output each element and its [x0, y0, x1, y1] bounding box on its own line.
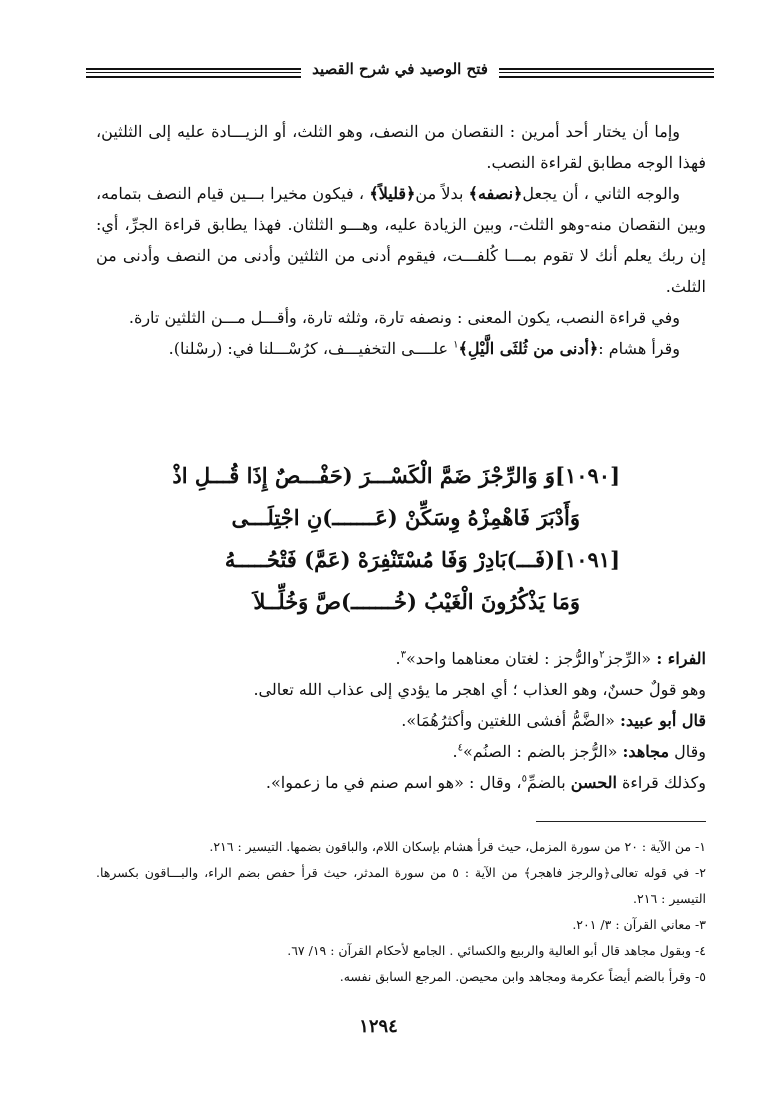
footnote-1: ١- من الآية : ٢٠ من سورة المزمل، حيث قرأ هشام بإسكان اللام، والباقون بضمها. التيسير : ٢١٦. — [209, 839, 706, 854]
name-farra: الفراء : — [656, 649, 706, 668]
commentary-line-2: وهو قولٌ حسنٌ، وهو العذاب ؛ أي اهجر ما يؤدي إلى عذاب الله تعالى. — [253, 680, 706, 699]
footnote-4: ٤- وبقول مجاهد قال أبو العالية والربيع والكسائي . الجامع لأحكام القرآن : ١٩/ ٦٧. — [287, 943, 706, 958]
footnote-3: ٣- معاني القرآن : ٣/ ٢٠١. — [572, 917, 706, 932]
footnote-ref-3: ٣ — [400, 649, 406, 661]
p2-text-a: والوجه الثاني ، أن يجعل — [522, 184, 680, 203]
footnote-ref-5: ٥ — [521, 773, 527, 785]
c5-text: بالضمِّ — [526, 773, 571, 792]
c1-text-2: والرُّجز : لغتان معناهما واحد» — [406, 649, 600, 668]
commentary-line-1 — [96, 643, 706, 674]
name-hasan: الحسن — [570, 773, 617, 792]
main-text — [96, 116, 706, 364]
header-title: فتح الوصيد في شرح القصيد — [312, 60, 488, 78]
verse-1091-second-hemistich: وَمَا يَذْكُرُونَ الْغَيْبُ (خُـــــــ)صَّ وَخُلِّــلاَ — [253, 589, 580, 614]
c1-end: . — [395, 649, 401, 668]
commentary-line-3 — [96, 705, 706, 736]
footnote-2: ٢- في قوله تعالى﴿والرجز فاهجر﴾ من الآية : ٥ من سورة المدثر، حيث قرأ حفص بضم الراء، والبـــاقون بكسرها. التيسير : ٢١٦. — [96, 865, 706, 906]
paragraph-1: وإما أن يختار أحد أمرين : النقصان من النصف، وهو الثلث، أو الزيـــادة عليه إلى الثلثين، فهذا الوجه مطابق لقراءة النصب. — [96, 122, 706, 172]
footnote-ref-4: ٤ — [457, 742, 463, 754]
c5-text-a: وكذلك قراءة — [616, 773, 706, 792]
verse-1090-second-hemistich: وَأَدْبَرَ فَاهْمِزْهُ وِسَكِّنْ (عَـــــــ)نِ اجْتِلَـــى — [231, 505, 580, 530]
header-rule-right — [499, 68, 714, 78]
paragraph-4 — [96, 333, 706, 364]
footnote-separator — [536, 821, 706, 822]
p4-text-a: وقرأ هشام : — [598, 339, 680, 358]
commentary — [96, 643, 706, 798]
verse-1090-first-hemistich: [١٠٩٠]وَ وَالرِّجْزَ ضَمَّ الْكَسْـــرَ (حَفْـــصٌ إِذَا قُـــلِ اذْ — [172, 463, 620, 488]
running-header — [86, 58, 714, 88]
paragraph-3: وفي قراءة النصب، يكون المعنى : ونصفه تارة، وثلثه تارة، وأقـــل مـــن الثلثين تارة. — [128, 308, 680, 327]
c4-text: «الرُّجز بالضم : الصنُم» — [462, 742, 623, 761]
footnotes — [96, 834, 706, 990]
verse-1091-first-hemistich: [١٠٩١](فَـــ)بَادِرْ وَفَا مُسْتَنْفِرَهْ (عَمَّ) فَتْحُـــــهُ — [224, 547, 620, 572]
header-rule-left — [86, 68, 301, 78]
commentary-line-5 — [96, 767, 706, 798]
quran-quote-adna: ﴿أدنى من ثُلثَى الَّيْلِ﴾ — [458, 339, 599, 358]
name-abu-ubaid: قال أبو عبيد: — [620, 711, 706, 730]
c5-end: ، وقال : «هو اسم صنم في ما زعموا». — [265, 773, 522, 792]
verse-block — [150, 455, 620, 623]
footnote-ref-2: ٢ — [599, 649, 605, 661]
paragraph-2 — [96, 178, 706, 302]
c1-text: «الرِّجز — [604, 649, 657, 668]
quran-quote-qalilan: ﴿قليلاً﴾ — [369, 184, 416, 203]
footnote-ref-1: ١ — [453, 339, 459, 351]
p2-text-c: بدلاً من — [415, 184, 469, 203]
c4-end: . — [452, 742, 458, 761]
name-mujahid: مجاهد: — [622, 742, 670, 761]
p4-text-c: علــــى التخفيـــف، كرُسْـــلنا في: (رسْلنا). — [168, 339, 454, 358]
c3-text: «الضَّمُّ أفشى اللغتين وأكثرُهُمَا». — [401, 711, 621, 730]
page-number: ١٢٩٤ — [359, 1016, 398, 1037]
footnote-5: ٥- وقرأ بالضم أيضاً عكرمة ومجاهد وابن محيصن. المرجع السابق نفسه. — [339, 969, 706, 984]
commentary-line-4 — [96, 736, 706, 767]
p2-text-e: ، فيكون مخيرا بـــين قيام النصف بتمامه، وبين النقصان منه-وهو الثلث-، وبين الزيادة عليه، وهـــو الثلثان. فهذا يطابق قراءة الجرِّ، أي: إن ربك يعلم أنك لا تقوم بمـــا كُلفـــت، فيقوم أدنى من الثلثين وأدنى من النصف وأدنى من الثلث. — [96, 184, 706, 296]
quran-quote-nisfahu: ﴿نصفه﴾ — [468, 184, 523, 203]
c4-text-a: وقال — [669, 742, 706, 761]
